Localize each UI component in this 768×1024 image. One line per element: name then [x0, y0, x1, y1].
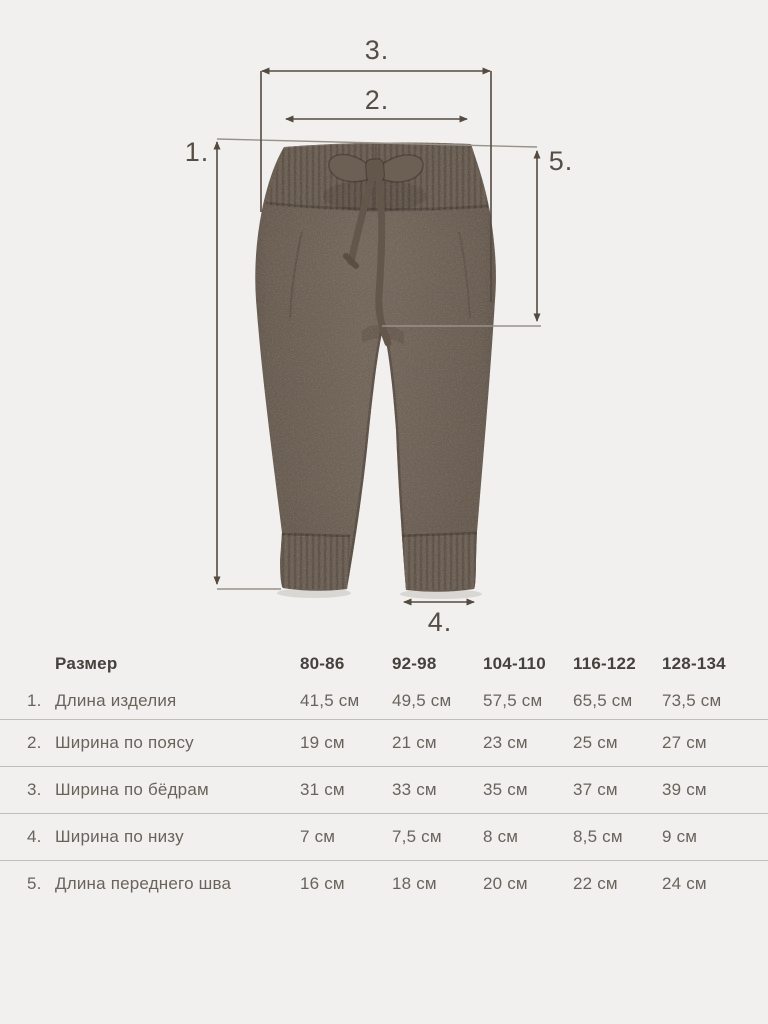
measurement-label-cell: [27, 780, 300, 800]
measurement-value: 18 см: [392, 874, 437, 893]
size-header-label: Размер: [55, 653, 118, 673]
size-column-header: 104-110: [483, 653, 546, 673]
measurement-value: 25 см: [573, 733, 618, 752]
size-column-header: 80-86: [300, 653, 345, 673]
measurement-label-cell: [27, 874, 300, 894]
measurement-value: 41,5 см: [300, 690, 360, 710]
measurement-value: 33 см: [392, 780, 437, 799]
measurement-value: 21 см: [392, 733, 437, 752]
measurement-value: 7,5 см: [392, 827, 442, 846]
size-column-header: 128-134: [662, 653, 726, 673]
measurement-value: 73,5 см: [662, 690, 722, 710]
dimension-label-4: 4.: [427, 607, 453, 637]
measurement-label-cell: [27, 733, 300, 753]
measurement-value: 23 см: [483, 733, 528, 752]
size-column-header: 116-122: [573, 653, 636, 673]
size-column-header: 92-98: [392, 653, 437, 673]
measurement-label: Ширина по поясу: [55, 733, 194, 752]
table-row: [0, 682, 768, 719]
measurement-value: 35 см: [483, 780, 528, 799]
measurement-value: 57,5 см: [483, 690, 543, 710]
dimension-label-2: 2.: [364, 85, 390, 115]
table-row: [0, 766, 768, 813]
measurement-label: Ширина по бёдрам: [55, 780, 209, 799]
row-number: 4.: [27, 827, 42, 846]
measurement-value: 9 см: [662, 827, 698, 846]
measurement-value: 20 см: [483, 874, 528, 893]
measurement-value: 37 см: [573, 780, 618, 799]
measurement-label: Ширина по низу: [55, 827, 184, 846]
measurement-value: 7 см: [300, 827, 336, 846]
row-number: 2.: [27, 733, 42, 752]
measurement-value: 24 см: [662, 874, 707, 893]
measurement-value: 19 см: [300, 733, 345, 752]
measurement-value: 16 см: [300, 874, 345, 893]
row-number: 3.: [27, 780, 42, 799]
measurement-value: 31 см: [300, 780, 345, 799]
measurement-label: Длина изделия: [55, 690, 177, 710]
dimension-label-5: 5.: [548, 146, 574, 176]
row-number: 5.: [27, 874, 42, 893]
measurement-label: Длина переднего шва: [55, 874, 232, 893]
measurement-value: 27 см: [662, 733, 707, 752]
dimension-label-3: 3.: [364, 35, 390, 65]
measurement-value: 22 см: [573, 874, 618, 893]
measurement-label-cell: [27, 691, 300, 711]
dimension-label-1: 1.: [184, 137, 210, 167]
table-row: [0, 860, 768, 907]
table-row: [0, 813, 768, 860]
measurement-value: 49,5 см: [392, 690, 452, 710]
measurement-label-cell: [27, 827, 300, 847]
table-row: [0, 719, 768, 766]
measurement-value: 65,5 см: [573, 690, 633, 710]
measurement-value: 8,5 см: [573, 827, 623, 846]
row-number: 1.: [27, 690, 42, 710]
size-table-header-row: [0, 645, 768, 682]
measurement-value: 8 см: [483, 827, 519, 846]
size-table-header-label-cell: [27, 654, 300, 674]
size-table: [0, 645, 768, 907]
measurement-value: 39 см: [662, 780, 707, 799]
